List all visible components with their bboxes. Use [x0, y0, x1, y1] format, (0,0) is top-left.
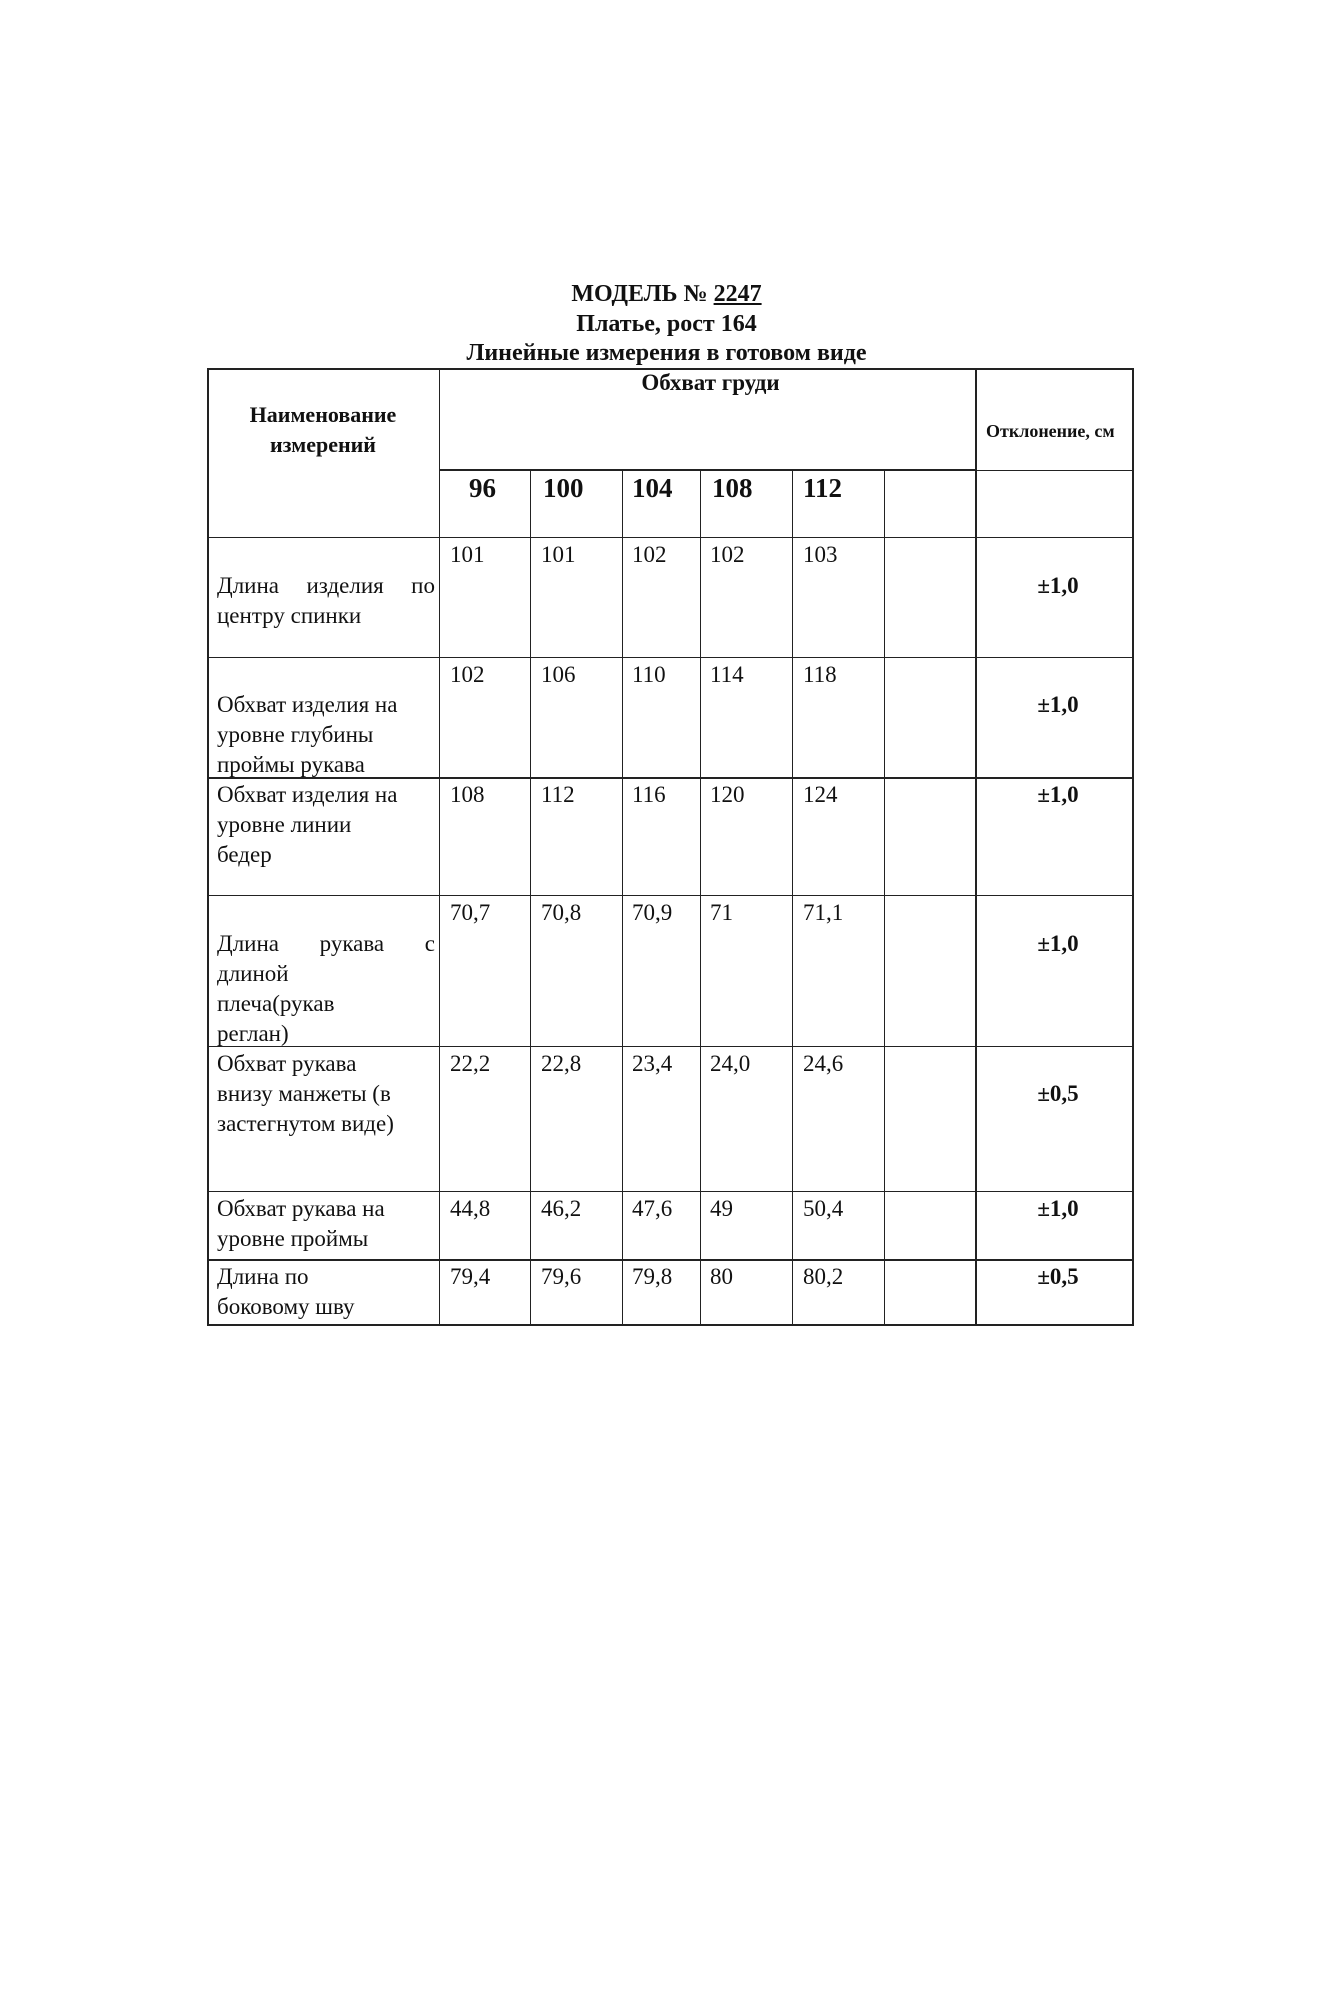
col-line-names [439, 368, 440, 1326]
row-label-line: центру спинки [217, 603, 362, 628]
table-cell: 22,2 [450, 1051, 491, 1076]
size-header-112: 112 [803, 473, 843, 503]
deviation-cell: ±1,0 [1037, 1196, 1079, 1221]
row-label-line: внизу манжеты (в [217, 1081, 391, 1106]
table-cell: 44,8 [450, 1196, 491, 1221]
table-cell: 49 [710, 1196, 733, 1221]
row-label-line: уровне глубины [217, 722, 374, 747]
table-cell: 124 [803, 782, 838, 807]
table-cell: 70,7 [450, 900, 491, 925]
col-line-2 [622, 470, 623, 1326]
table-cell: 110 [632, 662, 666, 687]
table-cell: 102 [632, 542, 667, 567]
table-cell: 116 [632, 782, 666, 807]
col-line-deviation [975, 368, 977, 1326]
model-title [0, 279, 1333, 309]
table-cell: 103 [803, 542, 838, 567]
table-cell: 22,8 [541, 1051, 582, 1076]
table-cell: 71,1 [803, 900, 844, 925]
measurement-name-header: Наименование измерений [249, 402, 397, 457]
table-cell: 70,8 [541, 900, 582, 925]
row-label-line: уровне линии [217, 812, 352, 837]
measurements-table [207, 368, 1134, 1326]
row-label-line: бедер [217, 842, 272, 867]
deviation-cell: ±0,5 [1037, 1081, 1079, 1106]
table-cell: 101 [541, 542, 576, 567]
table-cell: 80 [710, 1264, 733, 1289]
deviation-cell: ±1,0 [1037, 931, 1079, 956]
product-title: Платье, рост 164 [576, 311, 757, 337]
table-cell: 24,6 [803, 1051, 844, 1076]
row-label [217, 929, 435, 1049]
row-label-line: застегнутом виде) [217, 1111, 394, 1136]
table-border-right [1132, 368, 1134, 1326]
row-label-line: длиной [217, 961, 289, 986]
table-cell: 79,8 [632, 1264, 673, 1289]
size-header-108: 108 [712, 473, 753, 503]
deviation-cell: ±1,0 [1037, 573, 1079, 598]
table-border-left [207, 368, 209, 1326]
table-cell: 102 [450, 662, 485, 687]
deviation-header-underline [975, 470, 1134, 471]
col-line-4 [792, 470, 793, 1326]
row-label [217, 690, 435, 780]
model-number: 2247 [713, 281, 762, 307]
table-cell: 79,6 [541, 1264, 582, 1289]
table-cell: 71 [710, 900, 733, 925]
table-subtitle: Линейные измерения в готовом виде [466, 340, 867, 366]
row-line-1 [207, 657, 1134, 658]
table-cell: 118 [803, 662, 837, 687]
row-label [217, 780, 435, 870]
deviation-cell: ±1,0 [1037, 782, 1079, 807]
table-cell: 46,2 [541, 1196, 582, 1221]
row-line-0 [207, 537, 1134, 538]
row-label-line: проймы рукава [217, 752, 365, 777]
row-label-line: реглан) [217, 1021, 289, 1046]
table-cell: 80,2 [803, 1264, 844, 1289]
row-label-line: Обхват изделия на [217, 692, 398, 717]
deviation-header: Отклонение, см [986, 421, 1115, 441]
row-label-line: Длина рукава с [217, 931, 435, 956]
table-cell: 79,4 [450, 1264, 491, 1289]
table-cell: 106 [541, 662, 576, 687]
row-label [217, 1262, 435, 1322]
col-line-5 [884, 470, 885, 1326]
row-line-5 [207, 1191, 1134, 1192]
row-label [217, 1194, 435, 1254]
table-cell: 50,4 [803, 1196, 844, 1221]
table-cell: 70,9 [632, 900, 673, 925]
row-label-line: плеча(рукав [217, 991, 335, 1016]
row-line-6 [207, 1259, 1134, 1261]
table-cell: 24,0 [710, 1051, 751, 1076]
row-label-line: Длина по [217, 1264, 309, 1289]
table-border-bottom [207, 1324, 1134, 1326]
row-line-3 [207, 895, 1134, 896]
row-label-line: Обхват рукава [217, 1051, 357, 1076]
table-cell: 120 [710, 782, 745, 807]
table-cell: 23,4 [632, 1051, 673, 1076]
row-label-line: Обхват рукава на [217, 1196, 385, 1221]
row-label-line: боковому шву [217, 1294, 355, 1319]
table-cell: 112 [541, 782, 575, 807]
row-label [217, 1049, 435, 1139]
table-cell: 102 [710, 542, 745, 567]
row-label-line: уровне проймы [217, 1226, 369, 1251]
size-header-96: 96 [469, 473, 496, 503]
table-cell: 108 [450, 782, 485, 807]
table-cell: 47,6 [632, 1196, 673, 1221]
size-header-100: 100 [543, 473, 584, 503]
deviation-cell: ±0,5 [1037, 1264, 1079, 1289]
chest-girth-header: Обхват груди [641, 370, 780, 395]
size-header-104: 104 [632, 473, 673, 503]
col-line-3 [700, 470, 701, 1326]
group-header-underline [439, 469, 977, 471]
row-label [217, 571, 435, 631]
row-label-line: Длина изделия по [217, 573, 435, 598]
col-line-1 [530, 470, 531, 1326]
table-cell: 101 [450, 542, 485, 567]
deviation-cell: ±1,0 [1037, 692, 1079, 717]
model-label: МОДЕЛЬ № [571, 281, 708, 307]
table-cell: 114 [710, 662, 744, 687]
row-label-line: Обхват изделия на [217, 782, 398, 807]
